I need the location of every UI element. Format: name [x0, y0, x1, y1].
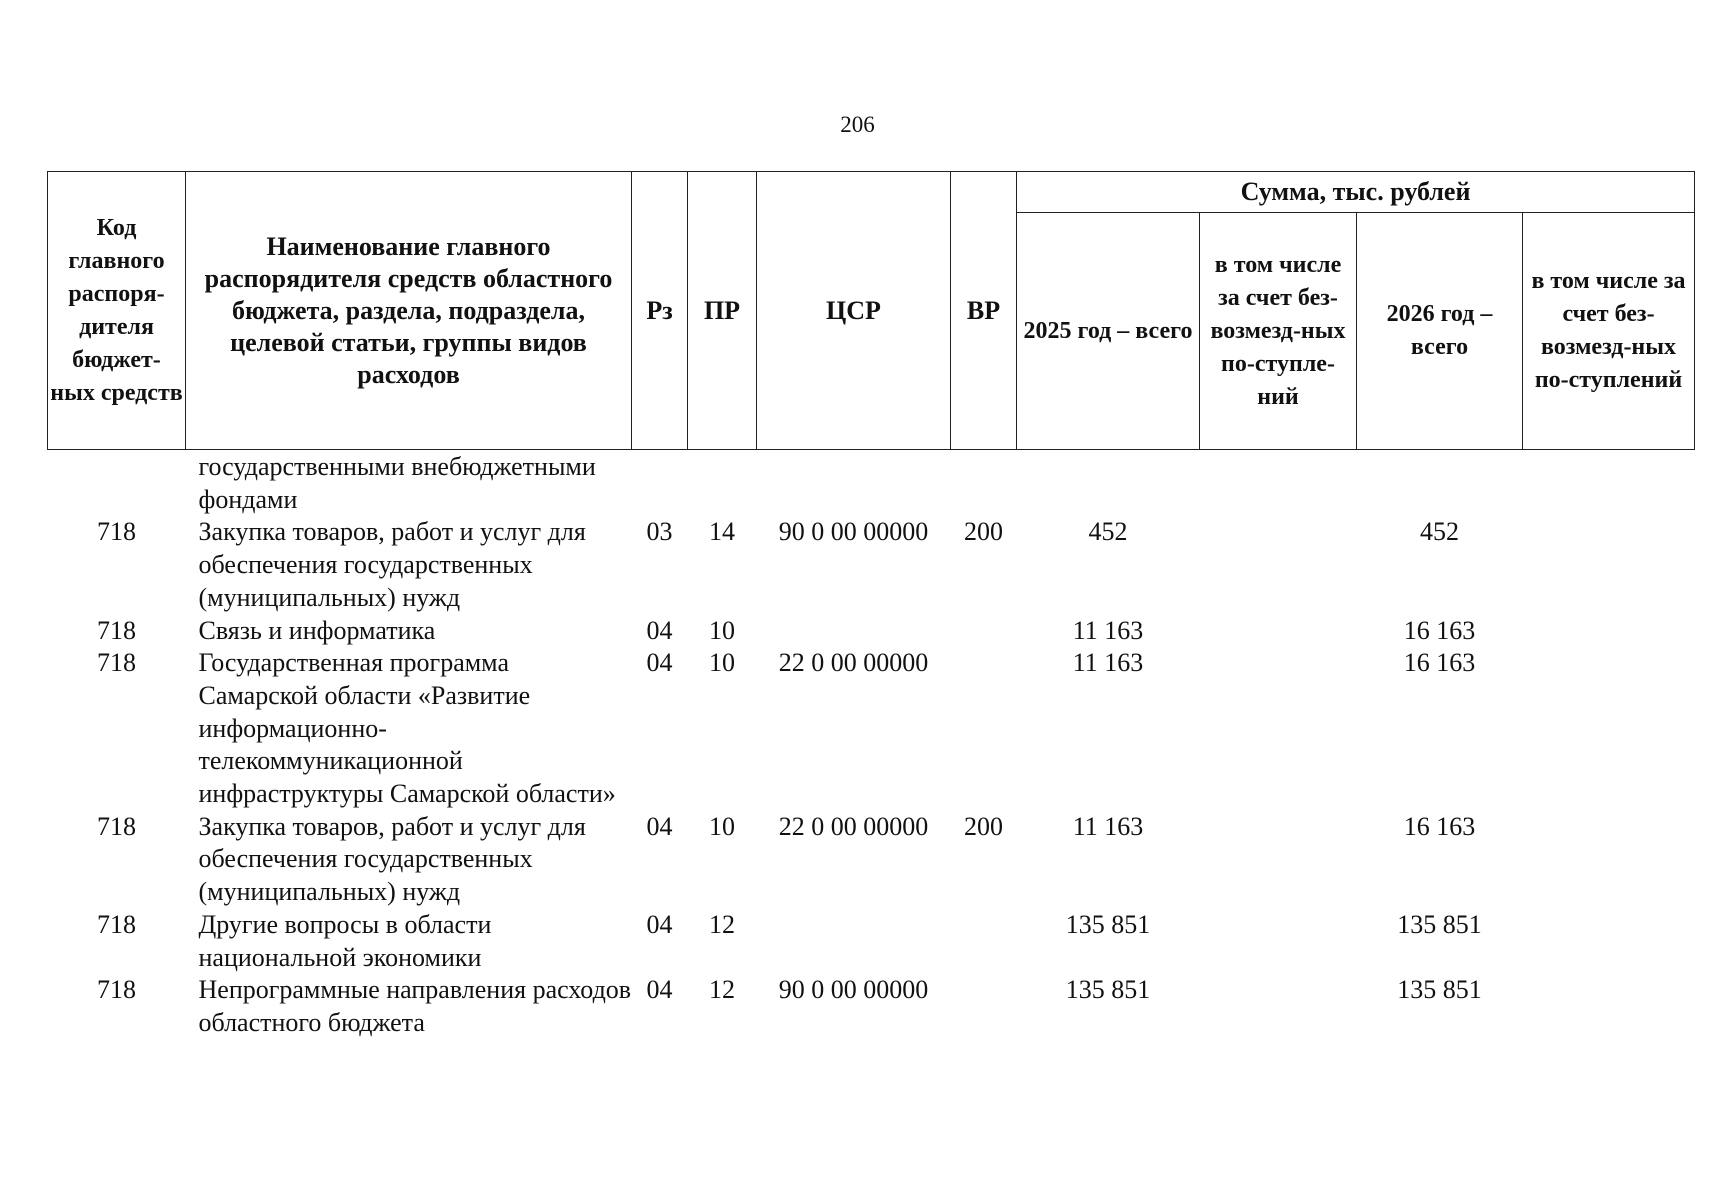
cell-code: 718: [97, 909, 136, 939]
cell-2026-free: [1523, 909, 1695, 974]
cell-2026-total: 16 163: [1403, 615, 1476, 645]
cell-2026-total: 16 163: [1403, 811, 1476, 841]
cell-code: 718: [97, 615, 136, 645]
cell-2026-free: [1523, 811, 1695, 909]
cell-2025-total: 452: [1088, 517, 1128, 547]
cell-code: 718: [97, 517, 136, 547]
cell-2026-free: [1523, 647, 1695, 811]
cell-rz: 04: [646, 909, 673, 939]
cell-2026-free: [1523, 615, 1695, 648]
header-sum: Сумма, тыс. рублей: [1017, 172, 1695, 213]
cell-name: Связь и информатика: [198, 615, 436, 645]
cell-vr: [951, 974, 1017, 1039]
cell-name: Государственная программа Самарской области «Развитие информационно-телекоммуникационной инфраструктуры Самарской области»: [198, 648, 616, 809]
cell-2025-free: [1200, 909, 1357, 974]
budget-table: [47, 171, 1695, 1040]
cell-csr: 22 0 00 00000: [778, 811, 929, 841]
cell-pr: 12: [709, 975, 735, 1005]
cell-2025-free: [1200, 450, 1357, 517]
cell-rz: 04: [646, 975, 673, 1005]
table-row: [48, 811, 1695, 909]
cell-csr: 90 0 00 00000: [778, 975, 929, 1005]
cell-2026-total: 135 851: [1397, 909, 1482, 939]
cell-vr: [951, 615, 1017, 648]
cell-csr: [757, 909, 951, 974]
header-name: Наименование главного распорядителя средств областного бюджета, раздела, подраздела, целевой статьи, группы видов расходов: [186, 172, 632, 450]
cell-vr: [951, 909, 1017, 974]
cell-rz: 03: [646, 517, 673, 547]
header-csr: ЦСР: [757, 172, 951, 450]
table-row: [48, 974, 1695, 1039]
cell-name: Другие вопросы в области национальной экономики: [198, 909, 492, 972]
cell-pr: 10: [709, 615, 735, 645]
cell-2026-total: [1357, 450, 1523, 517]
cell-2026-free: [1523, 516, 1695, 614]
cell-2025-free: [1200, 647, 1357, 811]
cell-2025-total: 11 163: [1072, 811, 1144, 841]
table-body: [48, 450, 1695, 1040]
header-2026-total: 2026 год – всего: [1357, 213, 1523, 450]
table-row: [48, 450, 1695, 517]
header-code: Код главного распоря-дителя бюджет-ных средств: [48, 172, 186, 450]
cell-2025-free: [1200, 516, 1357, 614]
header-vr: ВР: [951, 172, 1017, 450]
cell-vr: [951, 450, 1017, 517]
cell-2025-total: 11 163: [1072, 615, 1144, 645]
cell-code: [48, 450, 186, 517]
cell-2025-free: [1200, 615, 1357, 648]
header-2026-free: в том числе за счет без-возмезд-ных по-ступлений: [1523, 213, 1695, 450]
cell-name: государственными внебюджетными фондами: [198, 452, 596, 514]
cell-pr: 14: [709, 517, 735, 547]
table-row: [48, 909, 1695, 974]
cell-2025-total: [1017, 450, 1200, 517]
cell-rz: 04: [646, 615, 673, 645]
cell-pr: [688, 450, 757, 517]
cell-vr: 200: [964, 517, 1003, 547]
cell-2025-free: [1200, 811, 1357, 909]
cell-code: 718: [97, 975, 136, 1005]
cell-pr: 12: [709, 909, 735, 939]
cell-csr: [757, 615, 951, 648]
header-pr: ПР: [688, 172, 757, 450]
cell-rz: 04: [646, 648, 673, 678]
cell-vr: 200: [964, 811, 1003, 841]
header-2025-total: 2025 год – всего: [1017, 213, 1200, 450]
cell-2026-total: 16 163: [1403, 648, 1476, 678]
cell-name: Закупка товаров, работ и услуг для обеспечения государственных (муниципальных) нужд: [198, 517, 586, 612]
table-row: [48, 516, 1695, 614]
cell-code: 718: [97, 811, 136, 841]
header-2025-free: в том числе за счет без-возмезд-ных по-ступле-ний: [1200, 213, 1357, 450]
cell-2025-total: 135 851: [1065, 909, 1151, 939]
cell-2025-total: 11 163: [1072, 648, 1144, 678]
table-row: [48, 615, 1695, 648]
cell-2025-free: [1200, 974, 1357, 1039]
cell-rz: [632, 450, 688, 517]
cell-2026-free: [1523, 974, 1695, 1039]
cell-2025-total: 135 851: [1065, 975, 1151, 1005]
cell-csr: 22 0 00 00000: [778, 648, 929, 678]
cell-rz: 04: [646, 811, 673, 841]
cell-2026-total: 135 851: [1397, 975, 1482, 1005]
table-header: [48, 172, 1695, 450]
cell-vr: [951, 647, 1017, 811]
cell-pr: 10: [709, 648, 735, 678]
cell-code: 718: [97, 648, 136, 678]
cell-csr: [757, 450, 951, 517]
cell-2026-total: 452: [1420, 517, 1459, 547]
cell-pr: 10: [709, 811, 735, 841]
cell-name: Закупка товаров, работ и услуг для обеспечения государственных (муниципальных) нужд: [198, 811, 586, 907]
cell-name: Непрограммные направления расходов областного бюджета: [198, 975, 632, 1037]
cell-2026-free: [1523, 450, 1695, 517]
page-number: 206: [840, 112, 875, 137]
cell-csr: 90 0 00 00000: [778, 517, 929, 547]
header-rz: Рз: [632, 172, 688, 450]
table-row: [48, 647, 1695, 811]
